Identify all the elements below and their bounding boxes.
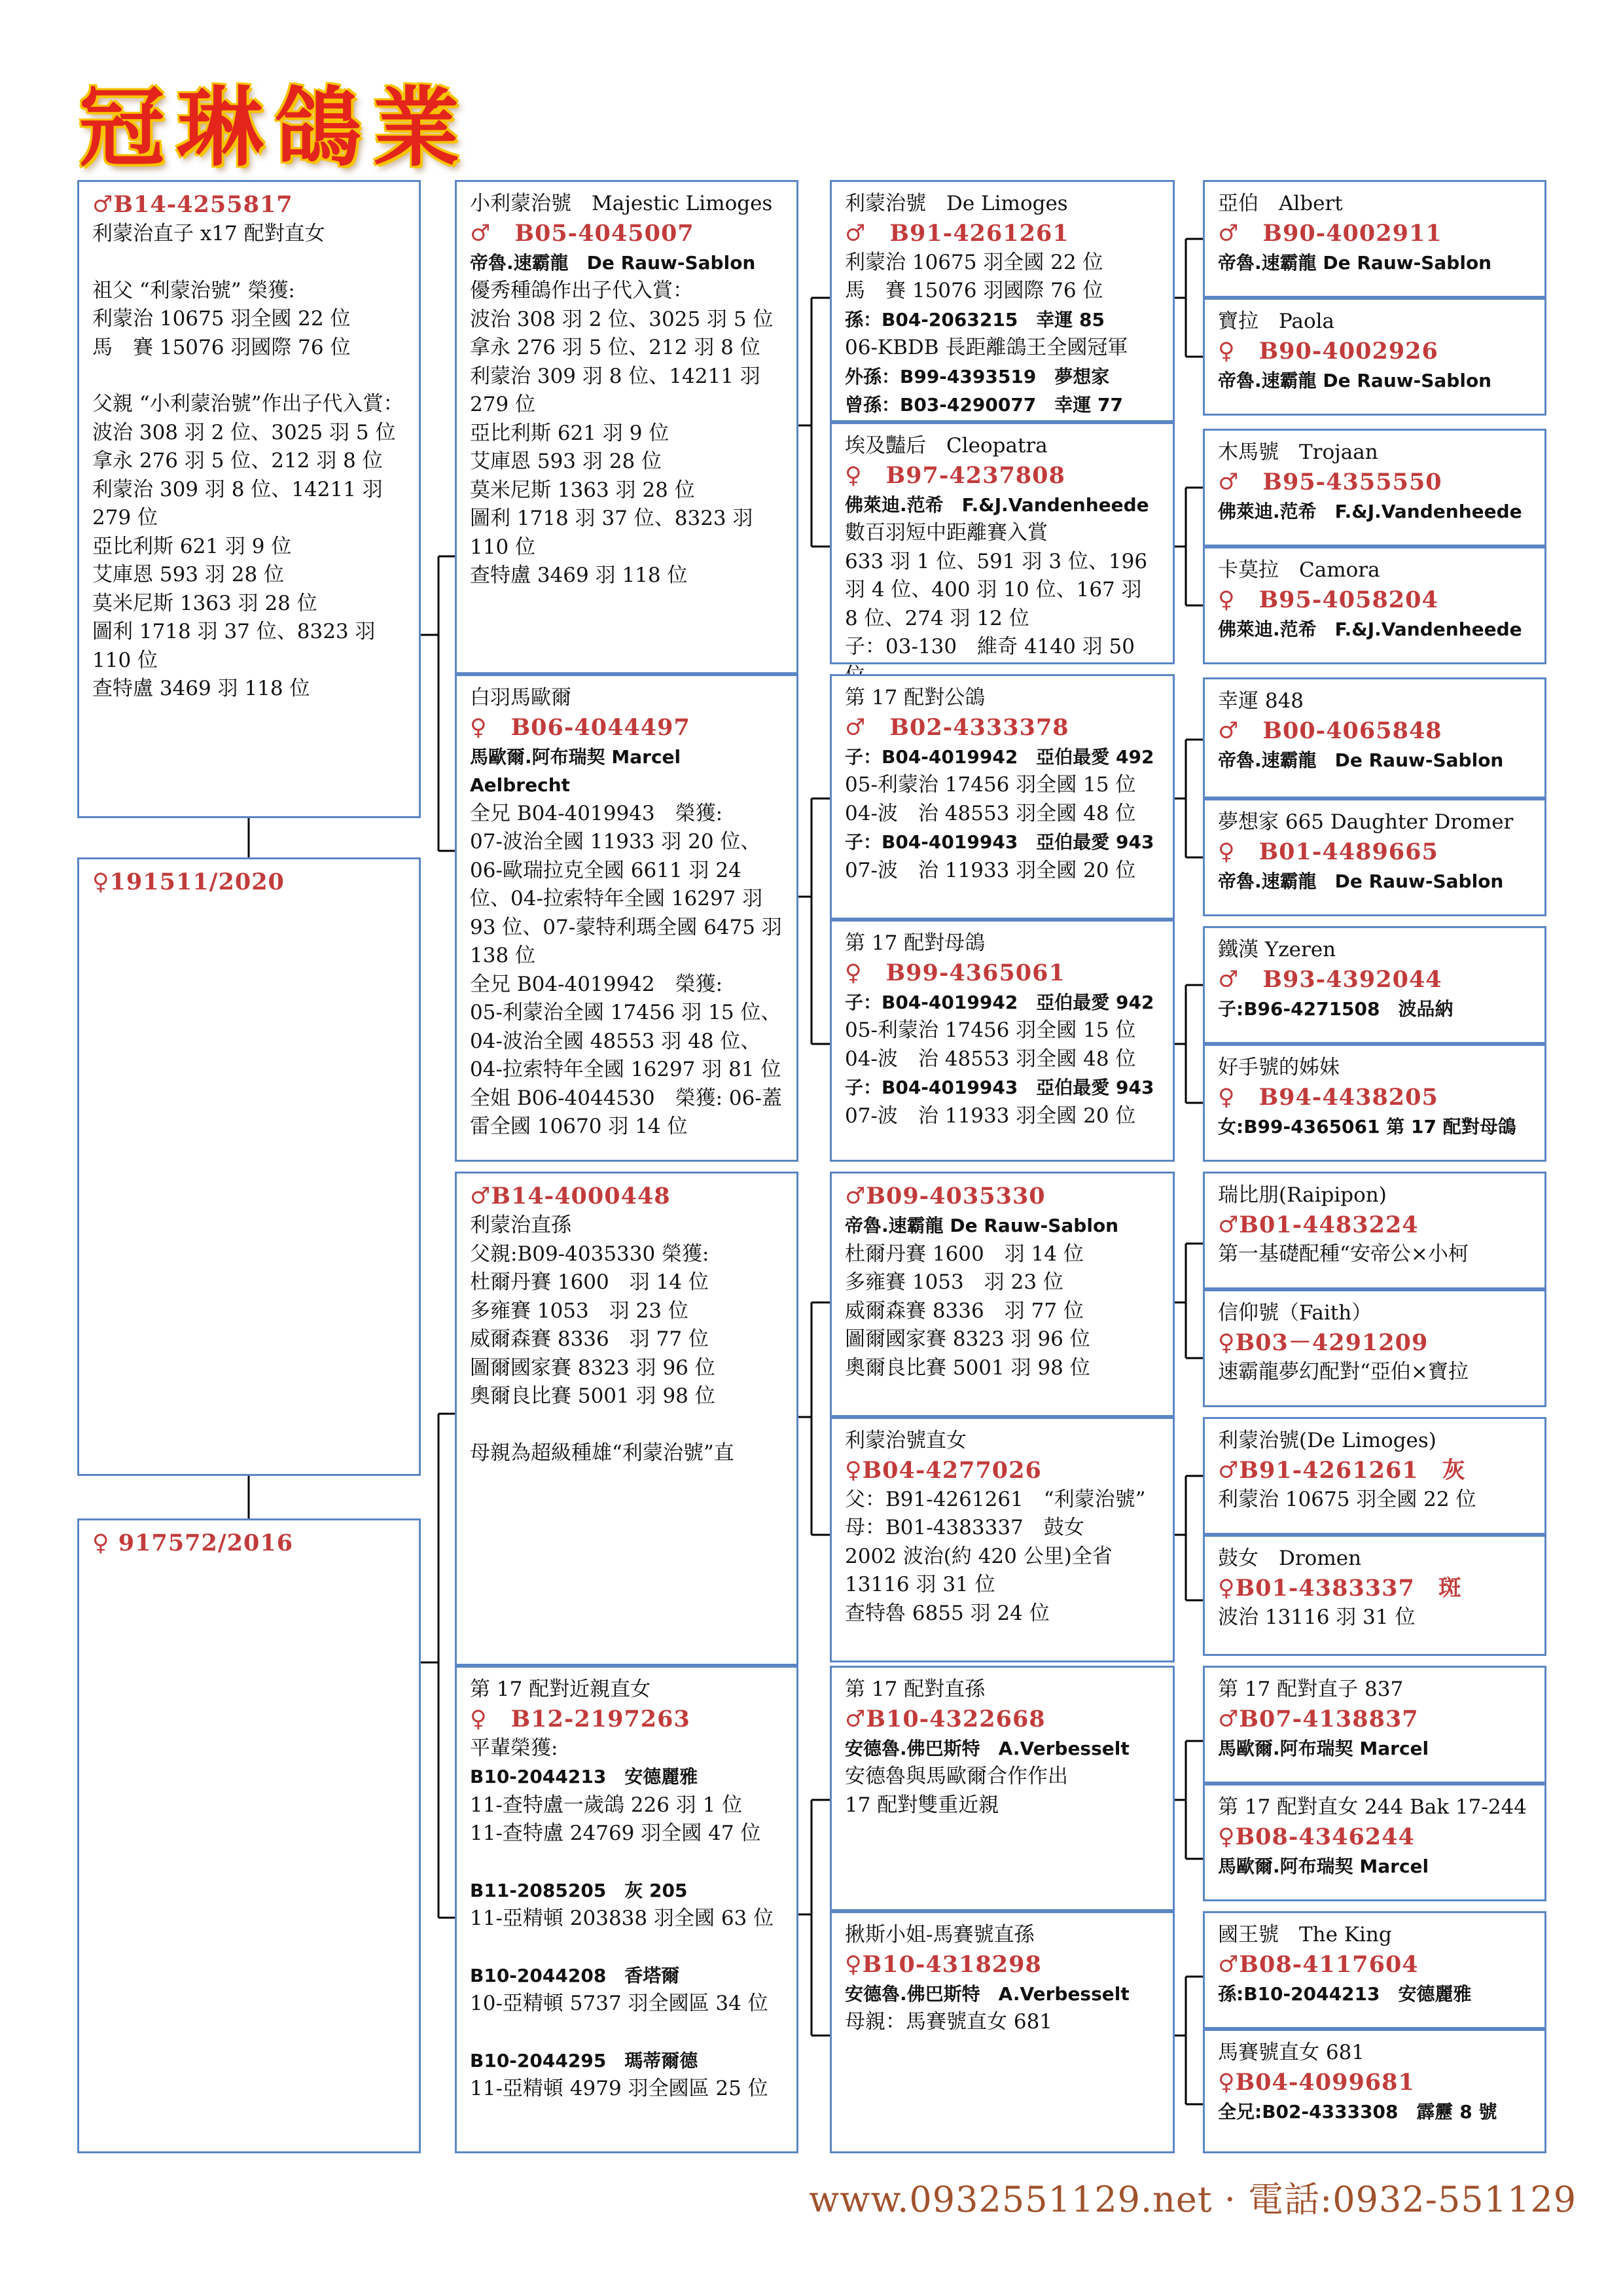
sibling-card-2020 [77,857,421,1476]
card-line: 圖利 1718 羽 37 位、8323 羽 110 位 [92,620,382,672]
breeder-line: 帝魯.速霸龍 De Rauw-Sablon [845,1215,1119,1236]
band-number: ♂B10-4322668 [845,1705,1046,1732]
band-number: ♀ B97-4237808 [845,461,1065,489]
card-line: 馬 賽 15076 羽國際 76 位 [845,279,1103,302]
pigeon-name: 揪斯小姐-馬賽號直孫 [845,1923,1035,1946]
breeder-line: 馬歐爾.阿布瑞契 Marcel [1218,1855,1429,1877]
breeder-line: 子：B04-4019943 亞伯最愛 943 [845,831,1154,853]
ancestor-card-yzeren [1203,926,1546,1044]
band-number: ♂ B90-4002911 [1218,219,1442,247]
spacer [470,1411,783,1439]
band-number: ♀ B94-4438205 [1218,1083,1438,1111]
band-number: ♀B04-4277026 [845,1456,1042,1484]
breeder-line: 孫：B04-2063215 幸運 85 [845,308,1105,331]
card-line: 威爾森賽 8336 羽 77 位 [470,1327,709,1351]
card-line: 全兄 B04-4019942 榮獲: [470,972,723,996]
band-number: ♂ B00-4065848 [1218,717,1442,744]
card-line: 圖利 1718 羽 37 位、8323 羽 110 位 [470,507,760,559]
card-line: 波治 308 羽 2 位、3025 羽 5 位 [470,307,774,331]
breeder-line: 帝魯.速霸龍 De Rauw-Sablon [1218,251,1492,274]
card-line: 05-利蒙治全國 17456 羽 15 位、04-波治全國 48553 羽 48 位、04-拉索特年全國 16297 羽 81 位 [470,1001,781,1081]
band-number: ♂B91-4261261 灰 [1218,1456,1466,1484]
grandparent-card-pair17-grandson [830,1666,1175,1911]
pigeon-name: 幸運 848 [1218,689,1304,713]
breeder-line: 安德魯.佛巴斯特 A.Verbesselt [845,1982,1130,2005]
card-line: 杜爾丹賽 1600 羽 14 位 [470,1270,709,1294]
card-line: 母親：馬賽號直女 681 [845,2010,1053,2034]
ancestor-card-pair17-daughter-244 [1203,1784,1546,1901]
sibling-card-2016 [77,1518,421,2153]
breeder-line: 馬歐爾.阿布瑞契 Marcel [1218,1737,1429,1759]
breeder-line: 子:B96-4271508 波品納 [1218,997,1454,1020]
ancestor-card-de-limoges [1203,1417,1546,1535]
grandparent-card-de-limoges [830,180,1175,422]
card-line: 04-波 治 48553 羽全國 48 位 [845,801,1136,825]
card-line: 圖爾國家賽 8323 羽 96 位 [845,1327,1090,1351]
card-line: 威爾森賽 8336 羽 77 位 [845,1299,1084,1323]
band-number: ♂ B05-4045007 [470,219,694,247]
pigeon-name: 第 17 配對直女 244 Bak 17-244 [1218,1795,1527,1819]
card-line: 數百羽短中距離賽入賞 [845,521,1048,545]
main-bird-card [77,180,421,818]
band-number: ♀ B01-4489665 [1218,838,1438,865]
card-line: 04-波 治 48553 羽全國 48 位 [845,1047,1136,1071]
ancestor-card-star-sister [1203,1044,1546,1162]
card-line: 633 羽 1 位、591 羽 3 位、196 羽 4 位、400 羽 10 位、167 羽 8 位、274 羽 12 位 [845,549,1154,630]
card-line: 利蒙治 309 羽 8 位、14211 羽 279 位 [92,477,389,529]
pigeon-name: 第 17 配對直孫 [845,1677,986,1701]
card-line: 圖爾國家賽 8323 羽 96 位 [470,1355,715,1380]
pigeon-name: 第 17 配對公鴿 [845,686,986,709]
breeder-line: 曾孫：B03-4290077 幸運 77 [845,394,1124,416]
band-number: ♀B10-4318298 [845,1950,1042,1978]
breeder-line: 全兄:B02-4333308 霹靂 8 號 [1218,2100,1497,2123]
card-line: 利蒙治 309 羽 8 位、14211 羽 279 位 [470,364,767,416]
card-line: 11-亞精頓 4979 羽全國區 25 位 [470,2077,768,2100]
card-line: 利蒙治 10675 羽全國 22 位 [1218,1487,1476,1511]
band-number: ♀B03－4291209 [1218,1329,1429,1356]
pigeon-name: 鐵漢 Yzeren [1218,938,1336,961]
ancestor-card-trojaan [1203,429,1546,547]
card-line: 查特盧 3469 羽 118 位 [470,564,688,587]
band-number: ♂ B95-4355550 [1218,468,1442,495]
card-line: 利蒙治直子 x17 配對直女 [92,222,325,245]
card-line: 全姐 B06-4044530 榮獲: 06-蓋雷全國 10670 羽 14 位 [470,1086,782,1138]
ancestor-card-lucky-848 [1203,677,1546,798]
ancestor-card-the-king [1203,1911,1546,2029]
breeder-line: 孫:B10-2044213 安德麗雅 [1218,1982,1472,2005]
sire-card [455,180,798,674]
card-line: 父親:B09-4035330 榮獲: [470,1242,709,1266]
ancestor-card-paola [1203,298,1546,416]
ancestor-card-camora [1203,547,1546,664]
pigeon-name: 夢想家 665 Daughter Dromer [1218,810,1514,834]
card-line: 2002 波治(約 420 公里)全省 13116 羽 31 位 [845,1544,1119,1596]
dam-card [455,674,798,1162]
pigeon-name: 馬賽號直女 681 [1218,2041,1365,2064]
card-line: 05-利蒙治 17456 羽全國 15 位 [845,1018,1136,1042]
band-number: ♂B08-4117604 [1218,1950,1419,1978]
band-number: ♀191511/2020 [92,869,285,895]
breeder-line: B10-2044295 瑪蒂爾德 [470,2049,698,2072]
card-line: 奧爾良比賽 5001 羽 98 位 [845,1355,1090,1380]
pigeon-name: 埃及豔后 Cleopatra [845,434,1048,457]
breeder-line: B10-2044213 安德麗雅 [470,1766,698,1787]
card-line: 07-波 治 11933 羽全國 20 位 [845,1103,1136,1128]
band-number: ♀ B95-4058204 [1218,586,1438,613]
band-number: ♀B04-4099681 [1218,2068,1415,2096]
contact-footer: www.0932551129.net · 電話:0932-551129 [809,2179,1577,2220]
card-line: 母：B01-4383337 鼓女 [845,1516,1084,1539]
band-number: ♀ B99-4365061 [845,959,1065,986]
pigeon-name: 利蒙治號 De Limoges [845,192,1068,215]
card-line: 利蒙治直孫 [470,1213,571,1237]
breeder-line: 帝魯.速霸龍 De Rauw-Sablon [1218,369,1492,391]
card-line: 艾庫恩 593 羽 28 位 [92,563,285,586]
ancestor-card-dromer-665 [1203,798,1546,916]
parent-card-b12-2197263 [455,1666,798,2153]
card-line: 亞比利斯 621 羽 9 位 [470,421,669,445]
breeder-line: 帝魯.速霸龍 De Rauw-Sablon [1218,870,1504,892]
grandparent-card-b09-4035330 [830,1172,1175,1417]
pigeon-name: 寶拉 Paola [1218,310,1335,333]
pigeon-name: 好手號的姊妹 [1218,1056,1340,1079]
breeder-line: 佛萊迪.范希 F.&J.Vandenheede [845,493,1149,516]
pigeon-name: 利蒙治號直女 [845,1429,967,1452]
spacer [470,2018,783,2047]
spacer [470,1933,783,1962]
breeder-line: 帝魯.速霸龍 De Rauw-Sablon [470,251,756,274]
card-line: 查特盧 3469 羽 118 位 [92,677,310,700]
card-line: 全兄 B04-4019943 榮獲: [470,801,723,825]
card-line: 莫米尼斯 1363 羽 28 位 [470,478,695,502]
band-number: ♂ B02-4333378 [845,713,1069,741]
ancestor-card-raipipon [1203,1172,1546,1289]
pigeon-name: 卡莫拉 Camora [1218,558,1380,582]
breeder-line: 子：B04-4019942 亞伯最愛 942 [845,991,1154,1013]
pigeon-name: 第 17 配對母鴿 [845,931,986,955]
spacer [92,362,406,390]
breeder-line: 安德魯.佛巴斯特 A.Verbesselt [845,1737,1130,1759]
card-line: 06-KBDB 長距離鴿王全國冠軍 [845,336,1128,359]
band-number: ♀ 917572/2016 [92,1530,294,1556]
breeder-line: 馬歐爾.阿布瑞契 Marcel Aelbrecht [470,745,687,796]
band-number: ♀B01-4383337 斑 [1218,1574,1462,1602]
spacer [92,249,406,277]
card-line: 拿永 276 羽 5 位、212 羽 8 位 [92,449,383,473]
card-line: 優秀種鴿作出子代入賞： [470,279,693,302]
card-line: 奧爾良比賽 5001 羽 98 位 [470,1384,715,1408]
pigeon-name: 第 17 配對直子 837 [1218,1677,1404,1701]
card-line: 11-亞精頓 203838 羽全國 63 位 [470,1907,774,1930]
pigeon-name: 信仰號（Faith） [1218,1301,1372,1325]
band-number: ♀B08-4346244 [1218,1823,1415,1850]
card-line: 第一基礎配種“安帝公×小柯 [1218,1242,1469,1266]
band-number: ♂B14-4000448 [470,1183,671,1210]
ancestor-card-pair17-son-837 [1203,1666,1546,1784]
card-line: 10-亞精頓 5737 羽全國區 34 位 [470,1992,768,2015]
grandparent-card-cleopatra [830,422,1175,664]
pigeon-name: 木馬號 Trojaan [1218,440,1378,464]
card-line: 11-查特盧一歲鴿 226 羽 1 位 [470,1793,743,1817]
card-line: 波治 308 羽 2 位、3025 羽 5 位 [92,420,396,444]
ancestor-card-albert [1203,180,1546,298]
grandparent-card-limoges-daughter [830,1417,1175,1662]
card-line: 利蒙治 10675 羽全國 22 位 [92,307,351,331]
ancestor-card-dromen [1203,1535,1546,1656]
band-number: ♂ B93-4392044 [1218,965,1442,993]
band-number: ♂ B91-4261261 [845,219,1069,247]
card-line: 亞比利斯 621 羽 9 位 [92,534,292,558]
breeder-line: B10-2044208 香塔爾 [470,1964,680,1986]
ancestor-card-faith [1203,1289,1546,1407]
spacer [470,1848,783,1876]
card-line: 07-波治全國 11933 羽 20 位、06-歐瑞拉克全國 6611 羽 24 位、04-拉索特年全國 16297 羽 93 位、07-蒙特利瑪全國 6475 羽 138 位 [470,830,789,967]
breeder-line: 帝魯.速霸龍 De Rauw-Sablon [1218,749,1504,771]
company-logo: 冠琳鴿業 [79,77,471,179]
pigeon-name: 小利蒙治號 Majestic Limoges [470,192,773,215]
card-line: 17 配對雙重近親 [845,1793,999,1817]
band-number: ♀ B12-2197263 [470,1705,690,1732]
band-number: ♀ B06-4044497 [470,713,690,741]
breeder-line: 佛萊迪.范希 F.&J.Vandenheede [1218,500,1522,522]
band-number: ♂B07-4138837 [1218,1705,1419,1732]
pigeon-name: 第 17 配對近親直女 [470,1677,651,1701]
card-line: 波治 13116 羽 31 位 [1218,1605,1416,1629]
card-line: 母親為超級種雄“利蒙治號”直 [470,1441,734,1465]
pigeon-name: 白羽馬歐爾 [470,686,571,709]
card-line: 艾庫恩 593 羽 28 位 [470,450,662,473]
breeder-line: 佛萊迪.范希 F.&J.Vandenheede [1218,618,1522,640]
ancestor-card-marseille-daughter-681 [1203,2029,1546,2153]
card-line: 05-利蒙治 17456 羽全國 15 位 [845,773,1136,797]
card-line: 安德魯與馬歐爾合作作出 [845,1765,1068,1788]
card-line: 11-查特盧 24769 羽全國 47 位 [470,1821,761,1845]
card-line: 拿永 276 羽 5 位、212 羽 8 位 [470,336,760,359]
card-line: 杜爾丹賽 1600 羽 14 位 [845,1242,1084,1266]
card-line: 利蒙治 10675 羽全國 22 位 [845,250,1103,274]
card-line: 父：B91-4261261 “利蒙治號” [845,1487,1146,1511]
pigeon-name: 鼓女 Dromen [1218,1547,1362,1570]
pigeon-name: 瑞比朋(Raipipon) [1218,1183,1387,1207]
card-line: 莫米尼斯 1363 羽 28 位 [92,591,317,615]
card-line: 速霸龍夢幻配對“亞伯×寶拉 [1218,1359,1469,1384]
parent-card-b14-4000448 [455,1172,798,1666]
card-line: 平輩榮獲: [470,1736,558,1760]
card-line: 查特魯 6855 羽 24 位 [845,1601,1050,1625]
band-number: ♂B14-4255817 [92,191,293,218]
band-number: ♂B09-4035330 [845,1183,1046,1210]
card-line: 父親 “小利蒙治號”作出子代入賞： [92,392,404,416]
card-line: 07-波 治 11933 羽全國 20 位 [845,858,1136,882]
breeder-line: 子：B04-4019943 亞伯最愛 943 [845,1077,1154,1098]
pigeon-name: 國王號 The King [1218,1923,1392,1946]
card-line: 馬 賽 15076 羽國際 76 位 [92,335,351,359]
breeder-line: B11-2085205 灰 205 [470,1879,688,1901]
card-line: 多雍賽 1053 羽 23 位 [470,1299,688,1323]
grandparent-card-pair17-hen [830,920,1175,1162]
pigeon-name: 利蒙治號(De Limoges) [1218,1429,1436,1452]
breeder-line: 外孫：B99-4393519 夢想家 [845,365,1110,387]
grandparent-card-marseille-granddaughter [830,1911,1175,2153]
band-number: ♂B01-4483224 [1218,1211,1419,1238]
card-line: 祖父 “利蒙治號” 榮獲: [92,278,295,302]
card-line: 子：03-130 維奇 4140 羽 50 [845,635,1135,658]
breeder-line: 女:B99-4365061 第 17 配對母鴿 [1218,1115,1516,1138]
band-number: ♀ B90-4002926 [1218,337,1438,365]
breeder-line: 子：B04-4019942 亞伯最愛 492 [845,745,1154,768]
card-line: 多雍賽 1053 羽 23 位 [845,1270,1063,1294]
grandparent-card-pair17-cock [830,674,1175,920]
pigeon-name: 亞伯 Albert [1218,192,1343,215]
